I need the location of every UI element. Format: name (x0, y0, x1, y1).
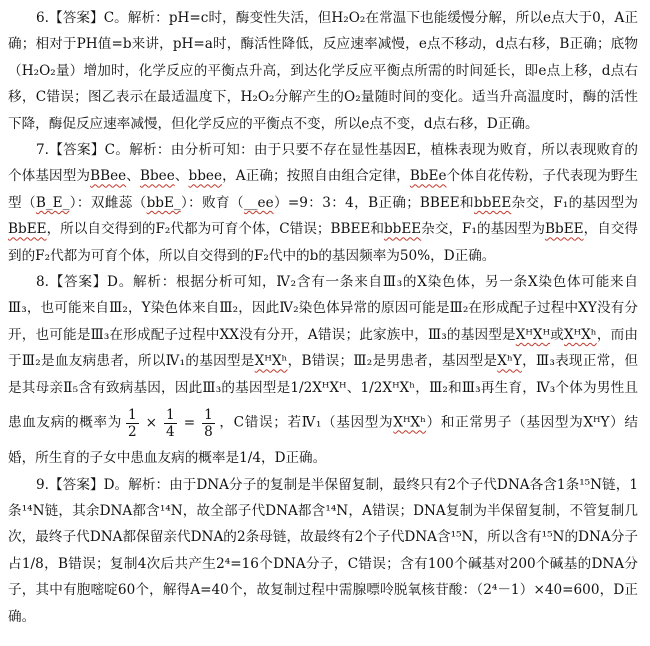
q7-genotype: Bbee (139, 168, 175, 185)
equals-sign: = (183, 414, 196, 431)
q7-text-12: ，自交得到的F₂代都为可育个体，所以自交得到的F₂代中的b的基因频率为50%，D正确。 (8, 221, 639, 264)
q7-text-3: 、 (174, 168, 189, 185)
q7-genotype: BbEe (409, 168, 447, 185)
q7-text-10: ，所以自交得到的F₂代都为可育个体，C错误；BBEE和 (46, 221, 384, 238)
q9-number: 9. (36, 476, 49, 493)
q9-answer: 【答案】D。 (48, 476, 129, 493)
q7-answer: 【答案】C。 (48, 142, 130, 159)
q6-answer: 【答案】C。 (48, 10, 128, 26)
q7-text-9: 杂交，F₁的基因型为 (511, 194, 638, 211)
q8-number: 8. (36, 274, 49, 291)
probability-formula (122, 403, 219, 443)
q8-text-3: ，而由于Ⅲ₂是血友病患者，所以Ⅳ₁的基因型是 (8, 326, 638, 370)
q8-genotype: XᴴXᴴ (515, 326, 551, 343)
q8-genotype: XᴴXʰ (563, 326, 597, 343)
q7-text-8: ）=9：3：4，B正确；BBEE和 (273, 194, 474, 211)
q8-text-2: 或 (550, 326, 564, 343)
q8-genotype: XʰY (497, 353, 522, 370)
q8-genotype: XᴴXʰ (254, 353, 288, 370)
q8-answer: 【答案】D。 (48, 274, 134, 291)
q7-text-7: ）：败育（ (180, 194, 244, 211)
fraction-quarter: $\frac{1}{4}$ (166, 406, 175, 440)
q7-genotype: bbE_ (146, 194, 181, 211)
q7-text-2: 、 (126, 168, 140, 185)
q7-text-1: 解析：由分析可知：由于只要不存在显性基因E，植株表现为败育，所以表现败育的个体基因型为 (8, 142, 638, 185)
answer-7 (8, 137, 638, 269)
q7-genotype: bbEE (383, 221, 422, 238)
q7-genotype: BbEE (545, 221, 584, 238)
q9-explanation: 解析：由于DNA分子的复制是半保留复制，最终只有2个子代DNA各含1条¹⁵N链，1条¹⁴N链，其余DNA都含¹⁴N，故全部子代DNA都含¹⁴N，A错误；DNA复制为半保留复制，不管复制几次，最终子代DNA都保留亲代DNA的2条母链，故最终有2个子代DNA含¹⁵N，所以含有¹⁵N的DNA分子占1/8，B错误；复制4次后共产生2⁴=16个DNA分子，C错误；含有100个碱基对200个碱基的DNA分子，其中有胞嘧啶60个，解得A=40个，故复制过程中需腺嘌呤脱氧核苷酸：（2⁴－1）×40=600，D正确。 (8, 476, 638, 625)
q7-genotype: BbEE (8, 221, 47, 238)
q7-genotype: __ee (243, 194, 274, 211)
q8-text-5: ，Ⅲ₃表现正常，但是其母亲Ⅱ₅含有致病基因，因此Ⅲ₃的基因型是1/2XᴴXᴴ、1/2XᴴXʰ，Ⅲ₂和Ⅲ₃再生育，Ⅳ₃个体为男性且患血友病的概率为 (8, 353, 638, 431)
q7-text-11: 杂交，F₁的基因型为 (421, 221, 546, 238)
q6-number: 6. (36, 10, 49, 26)
fraction-eighth: $\frac{1}{8}$ (204, 406, 213, 440)
q7-text-5: 个体自花传粉，子代表现为野生型（ (8, 168, 639, 211)
times-sign: × (145, 414, 158, 431)
q8-text-1: 解析：根据分析可知，Ⅳ₂含有一条来自Ⅲ₃的X染色体，另一条X染色体可能来自Ⅲ₃，也可能来自Ⅲ₂，Y染色体来自Ⅲ₂，因此Ⅳ₂染色体异常的原因可能是Ⅲ₂在形成配子过程中XY没有分开，也可能是Ⅲ₃在形成配子过程中XX没有分开，A错误；此家族中，Ⅲ₃的基因型是 (8, 274, 638, 343)
q7-text-4: ，A正确；按照自由组合定律， (222, 168, 410, 185)
q7-genotype: bbEE (474, 194, 512, 211)
q6-explanation: 解析：pH=c时，酶变性失活，但H₂O₂在常温下也能缓慢分解，所以e点大于0，A正确；相对于PH值=b来讲，pH=a时，酶活性降低，反应速率减慢，e点不移动，d点右移，B正确；底物（H₂O₂量）增加时，化学反应的平衡点升高，到达化学反应平衡点所需的时间延长，即e点上移，d点右移，C错误；图乙表示在最适温度下，H₂O₂分解产生的O₂量随时间的变化。适当升高温度时，酶的活性下降，酶促反应速率减慢，但化学反应的平衡点不变，所以e点不变，d点右移，D正确。 (8, 10, 638, 132)
q7-text-6: ）：双雌蕊（ (69, 194, 147, 211)
q7-genotype: BBee (90, 168, 127, 185)
answer-9 (8, 472, 638, 630)
q8-genotype: XᴴXʰ (393, 414, 426, 431)
q7-genotype: B_E_ (35, 194, 70, 211)
q8-text-7: ）和正常男子（基因型为XᴴY）结婚，所生育的子女中患血友病的概率是1/4，D正确。 (8, 414, 638, 467)
fraction-half: $\frac{1}{2}$ (128, 406, 137, 440)
answer-6 (8, 5, 638, 137)
q7-genotype: bbee (188, 168, 223, 185)
q8-text-6: ，C错误；若Ⅳ₁（基因型为 (218, 414, 394, 431)
q7-number: 7. (36, 142, 49, 159)
answer-8 (8, 269, 638, 471)
q8-text-4: ，B错误；Ⅲ₂是男患者，基因型是 (287, 353, 498, 370)
